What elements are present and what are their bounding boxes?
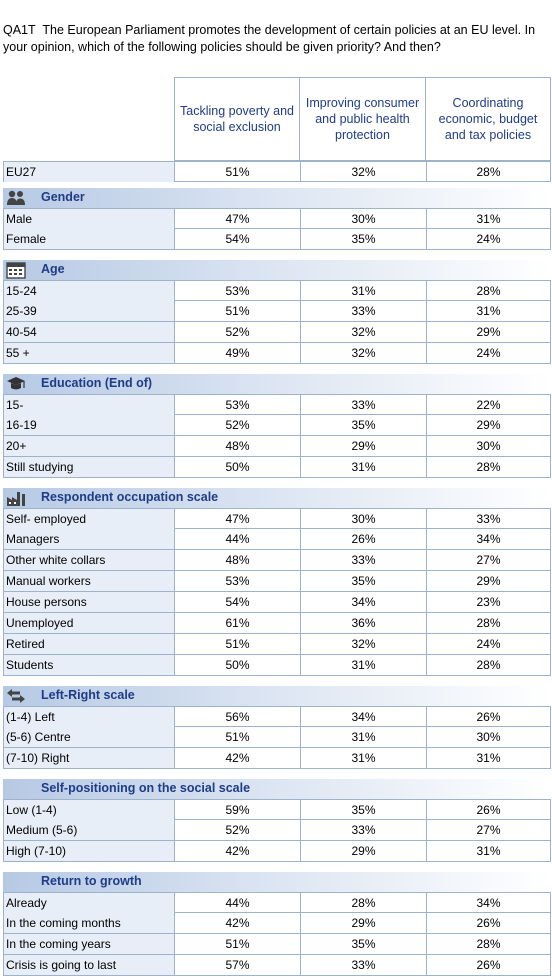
- column-header-economic: Coordinating economic, budget and tax policies: [425, 77, 551, 161]
- row-value: 29%: [300, 913, 426, 933]
- people-icon: [5, 189, 27, 207]
- row-value: 34%: [300, 707, 426, 727]
- table-row: [3, 161, 551, 182]
- section-header: [3, 779, 551, 799]
- row-value: 30%: [426, 436, 551, 456]
- section-title: Self-positioning on the social scale: [41, 781, 251, 795]
- section-header: [3, 260, 551, 280]
- row-value: 54%: [174, 592, 300, 612]
- row-value: 35%: [300, 934, 426, 954]
- row-value: 24%: [426, 634, 551, 654]
- row-value: 56%: [174, 707, 300, 727]
- row-value: 42%: [174, 748, 300, 768]
- row-value: 29%: [426, 571, 551, 591]
- section-title: Return to growth: [41, 874, 142, 888]
- table-row: [3, 343, 551, 364]
- row-value: 30%: [300, 209, 426, 229]
- row-label: (1-4) Left: [3, 707, 174, 727]
- row-label: 15-24: [3, 281, 174, 301]
- row-value: 27%: [426, 550, 551, 570]
- row-value: 29%: [426, 415, 551, 435]
- row-value: 48%: [174, 436, 300, 456]
- row-value: 59%: [174, 800, 300, 820]
- table-row: [3, 655, 551, 676]
- row-value: 51%: [174, 934, 300, 954]
- table-row: [3, 634, 551, 655]
- row-label: Other white collars: [3, 550, 174, 570]
- row-value: 28%: [426, 655, 551, 675]
- row-value: 26%: [426, 800, 551, 820]
- question-code: QA1T: [3, 23, 36, 37]
- row-value: 26%: [300, 529, 426, 549]
- row-value: 31%: [426, 841, 551, 861]
- row-label: Manual workers: [3, 571, 174, 591]
- table-row: [3, 208, 551, 229]
- row-value: 33%: [300, 301, 426, 321]
- row-value: 24%: [426, 343, 551, 363]
- table-row: [3, 913, 551, 934]
- column-header-consumer: Improving consumer and public health protection: [299, 77, 426, 161]
- row-value: 28%: [426, 162, 551, 182]
- table-row: [3, 748, 551, 769]
- row-value: 53%: [174, 571, 300, 591]
- row-label: (7-10) Right: [3, 748, 174, 768]
- row-value: 31%: [300, 748, 426, 768]
- row-value: 28%: [426, 613, 551, 633]
- row-value: 42%: [174, 841, 300, 861]
- table-row: [3, 550, 551, 571]
- row-value: 28%: [426, 457, 551, 477]
- question-text: The European Parliament promotes the development of certain policies at an EU level. In your opinion, which of the following policies should be given priority? And then?: [3, 23, 536, 54]
- row-value: 26%: [426, 955, 551, 975]
- graduation-cap-icon: [5, 375, 27, 393]
- row-value: 50%: [174, 457, 300, 477]
- row-value: 35%: [300, 800, 426, 820]
- left-right-arrows-icon: [5, 687, 27, 705]
- row-value: 44%: [174, 893, 300, 913]
- table-row: [3, 706, 551, 727]
- calendar-icon: [5, 261, 27, 279]
- factory-icon: [5, 489, 27, 507]
- row-label: High (7-10): [3, 841, 174, 861]
- row-value: 26%: [426, 707, 551, 727]
- table-row: [3, 841, 551, 862]
- row-value: 31%: [300, 727, 426, 747]
- table-row: [3, 613, 551, 634]
- table-row: [3, 799, 551, 820]
- row-value: 23%: [426, 592, 551, 612]
- row-label: 20+: [3, 436, 174, 456]
- row-value: 53%: [174, 281, 300, 301]
- section-header: [3, 188, 551, 208]
- row-value: 47%: [174, 209, 300, 229]
- row-value: 29%: [300, 436, 426, 456]
- section-title: Respondent occupation scale: [41, 490, 219, 504]
- row-value: 61%: [174, 613, 300, 633]
- row-value: 32%: [300, 343, 426, 363]
- row-value: 47%: [174, 509, 300, 529]
- row-label: Male: [3, 209, 174, 229]
- row-value: 27%: [426, 820, 551, 840]
- table-row: [3, 436, 551, 457]
- table-row: [3, 415, 551, 436]
- row-value: 33%: [300, 550, 426, 570]
- row-value: 31%: [426, 748, 551, 768]
- row-value: 31%: [300, 655, 426, 675]
- table-row: [3, 529, 551, 550]
- section-title: Gender: [41, 190, 85, 204]
- row-value: 33%: [426, 509, 551, 529]
- row-label: 55 +: [3, 343, 174, 363]
- row-value: 31%: [300, 281, 426, 301]
- row-value: 30%: [300, 509, 426, 529]
- row-value: 44%: [174, 529, 300, 549]
- row-value: 28%: [426, 281, 551, 301]
- table-row: [3, 892, 551, 913]
- row-label: Already: [3, 893, 174, 913]
- row-value: 31%: [300, 457, 426, 477]
- row-value: 35%: [300, 229, 426, 249]
- row-value: 49%: [174, 343, 300, 363]
- row-value: 34%: [426, 893, 551, 913]
- table-row: [3, 592, 551, 613]
- row-label: 15-: [3, 395, 174, 415]
- row-label: Students: [3, 655, 174, 675]
- row-value: 52%: [174, 820, 300, 840]
- table-row: [3, 820, 551, 841]
- section-header: [3, 488, 551, 508]
- row-value: 52%: [174, 322, 300, 342]
- row-label: Managers: [3, 529, 174, 549]
- row-value: 30%: [426, 727, 551, 747]
- row-label: 25-39: [3, 301, 174, 321]
- table-row: [3, 508, 551, 529]
- row-value: 33%: [300, 955, 426, 975]
- row-value: 22%: [426, 395, 551, 415]
- row-value: 33%: [300, 820, 426, 840]
- row-value: 31%: [426, 209, 551, 229]
- row-value: 29%: [300, 841, 426, 861]
- table-row: [3, 322, 551, 343]
- row-label: 16-19: [3, 415, 174, 435]
- section-title: Age: [41, 262, 65, 276]
- row-value: 24%: [426, 229, 551, 249]
- section-header: [3, 872, 551, 892]
- row-value: 32%: [300, 322, 426, 342]
- question-title: [3, 22, 551, 56]
- row-label: Still studying: [3, 457, 174, 477]
- row-value: 42%: [174, 913, 300, 933]
- table-row: [3, 280, 551, 301]
- table-row: [3, 457, 551, 478]
- row-label: House persons: [3, 592, 174, 612]
- table-row: [3, 229, 551, 250]
- row-label: (5-6) Centre: [3, 727, 174, 747]
- section-header: [3, 686, 551, 706]
- row-value: 33%: [300, 395, 426, 415]
- row-value: 28%: [300, 893, 426, 913]
- row-value: 57%: [174, 955, 300, 975]
- row-label: 40-54: [3, 322, 174, 342]
- row-value: 53%: [174, 395, 300, 415]
- row-value: 51%: [174, 634, 300, 654]
- row-value: 31%: [426, 301, 551, 321]
- section-title: Left-Right scale: [41, 688, 135, 702]
- row-value: 28%: [426, 934, 551, 954]
- row-label: In the coming years: [3, 934, 174, 954]
- table-row: [3, 955, 551, 976]
- row-label: Crisis is going to last: [3, 955, 174, 975]
- row-label: In the coming months: [3, 913, 174, 933]
- row-value: 54%: [174, 229, 300, 249]
- row-value: 51%: [174, 162, 300, 182]
- row-value: 52%: [174, 415, 300, 435]
- row-label: Unemployed: [3, 613, 174, 633]
- table-row: [3, 934, 551, 955]
- row-label: Low (1-4): [3, 800, 174, 820]
- row-value: 34%: [300, 592, 426, 612]
- row-value: 32%: [300, 634, 426, 654]
- row-value: 51%: [174, 727, 300, 747]
- column-header-poverty: Tackling poverty and social exclusion: [174, 77, 300, 161]
- row-value: 35%: [300, 571, 426, 591]
- row-label: Self- employed: [3, 509, 174, 529]
- row-value: 36%: [300, 613, 426, 633]
- table-row: [3, 727, 551, 748]
- row-value: 26%: [426, 913, 551, 933]
- row-value: 32%: [300, 162, 426, 182]
- section-header: [3, 374, 551, 394]
- row-value: 51%: [174, 301, 300, 321]
- table-row: [3, 301, 551, 322]
- row-value: 50%: [174, 655, 300, 675]
- row-label: EU27: [3, 162, 174, 182]
- row-value: 34%: [426, 529, 551, 549]
- section-title: Education (End of): [41, 376, 153, 390]
- table-row: [3, 571, 551, 592]
- row-value: 48%: [174, 550, 300, 570]
- row-label: Female: [3, 229, 174, 249]
- row-label: Medium (5-6): [3, 820, 174, 840]
- row-value: 29%: [426, 322, 551, 342]
- row-label: Retired: [3, 634, 174, 654]
- table-row: [3, 394, 551, 415]
- row-value: 35%: [300, 415, 426, 435]
